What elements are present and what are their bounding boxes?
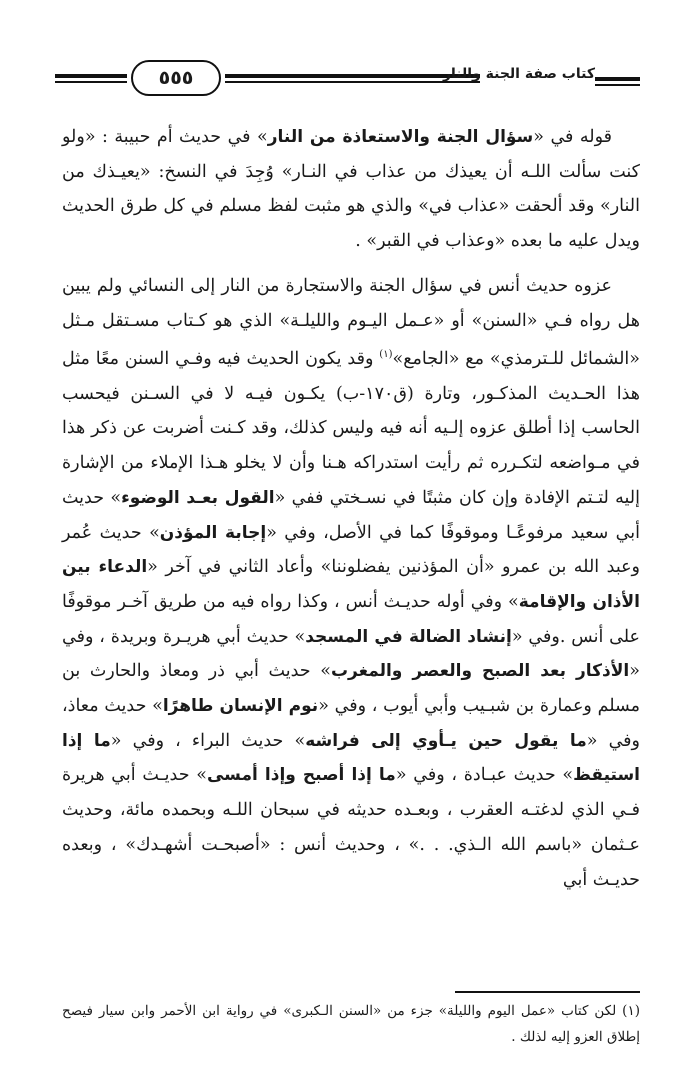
bold-heading: القول بعـد الوضوء — [121, 487, 275, 508]
text-span: وقد يكون الحديث فيه وفـي السنن معًا مثل هذا الحـديث المذكـور، وتارة (ق١٧٠-ب) يكـون فيـه لا في السـنن فيحسب الحاسب إذا أطلق عزوه إلـيه أنه فيه وليس كذلك، وقد كـنت أضربت عن ذكر هذا في مـواضعه لتكـرره ثم رأيت استدراكه هـنا وأن لا يخلو هـذا الإملاء من الإشارة إليه لتـتم الإفادة وإن كان مثبتًا في نسـختي ففي « — [62, 349, 640, 508]
footnote-marker: (١) — [379, 349, 393, 361]
bold-heading: إنشاد الضالة في المسجد — [305, 626, 512, 647]
bold-heading: نوم الإنسان طاهرًا — [162, 696, 319, 717]
bold-heading: الأذكار بعد الصبح والعصر والمغرب — [330, 661, 630, 682]
footnote — [62, 998, 640, 1050]
footnote-divider — [455, 991, 640, 993]
header-rule-middle — [225, 74, 480, 78]
text-span: » في حديث أم حبيبة : «ولو كنت سألت اللـه أن يعيذك من عذاب في النـار» وُجِدَ في النسخ: «يعيـذك من النار» وقد ألحقت «عذاب في» والذي هو مثبت لفظ مسلم في كل طرق الحديث ويدل عليه ما بعده «وعذاب في القبر» . — [62, 127, 640, 252]
text-span: » حديث أبي هريـرة وبريدة ، وفي « — [62, 626, 640, 682]
text-span: » وفي أوله حديـث أنس ، وكذا رواه فيه من طريق آخـر موقوفًا على أنس .وفي « — [62, 591, 640, 647]
text-span: » حديث عبـادة ، وفي « — [395, 765, 574, 786]
bold-heading: ما يقول حين يـأوي إلى فراشه — [305, 730, 587, 751]
header-rule-left-thin — [55, 81, 127, 83]
page-number: ٥٥٥ — [131, 60, 221, 96]
bold-heading: إجابة المؤذن — [159, 522, 267, 543]
header-rule-right-thin — [595, 84, 640, 86]
header-rule-middle-thin — [225, 81, 480, 83]
text-span: » حديث معاذ، وفي « — [62, 696, 640, 751]
bold-heading: سؤال الجنة والاستعاذة من النار — [267, 127, 534, 147]
text-span: » حديث أبي سعيد مرفوعًـا وموقوفًا كما في الأصل، وفي « — [62, 487, 640, 543]
footnote-text: (١) لكن كتاب «عمل اليوم والليلة» جزء من «السنن الـكبرى» في رواية ابن الأحمر وابن سيار فيصح إطلاق العزو إليه لذلك . — [62, 1003, 640, 1045]
header-rule-right — [595, 77, 640, 81]
text-span: » حديـث أبي هريرة فـي الذي لدغتـه العقرب ، وبعـده حديثه في سبحان اللـه وبحمده مائة، وحديث عـثمان «باسم الله الـذي. . .» ، وحديث أنس : «أصبحـت أشهـدك» ، وبعده حديـث أبي — [62, 765, 640, 890]
text-span: » حديث أبي ذر ومعاذ والحارث بن مسلم وعمارة بن شبـيب وأبي أيوب ، وفي « — [62, 661, 640, 717]
running-title: كتاب صفة الجنة والنار — [442, 66, 595, 82]
bold-heading: الدعاء بين الأذان والإقامة — [62, 557, 640, 612]
text-span: عزوه حديث أنس في سؤال الجنة والاستجارة من النار إلى النسائي ولم يبين هل رواه فـي «السنن» أو «عـمل اليـوم والليلـة» الذي هو كـتاب مسـتقل مـثل «الشمائل للـترمذي» مع «الجامع» — [62, 275, 640, 370]
main-text — [62, 120, 640, 897]
paragraph-1 — [62, 120, 640, 259]
paragraph-2 — [62, 269, 640, 897]
text-span: » حديث عُمر وعبد الله بن عمرو «أن المؤذنين يفضلوننا» وأعاد الثاني في آخر « — [62, 522, 640, 578]
text-span: » حديث البراء ، وفي « — [110, 730, 306, 751]
bold-heading: ما إذا أصبح وإذا أمسى — [206, 765, 396, 786]
page-header — [55, 60, 640, 100]
header-rule-left — [55, 74, 127, 78]
bold-heading: ما إذا استيقظ — [62, 730, 640, 786]
text-span: قوله في « — [533, 127, 613, 147]
